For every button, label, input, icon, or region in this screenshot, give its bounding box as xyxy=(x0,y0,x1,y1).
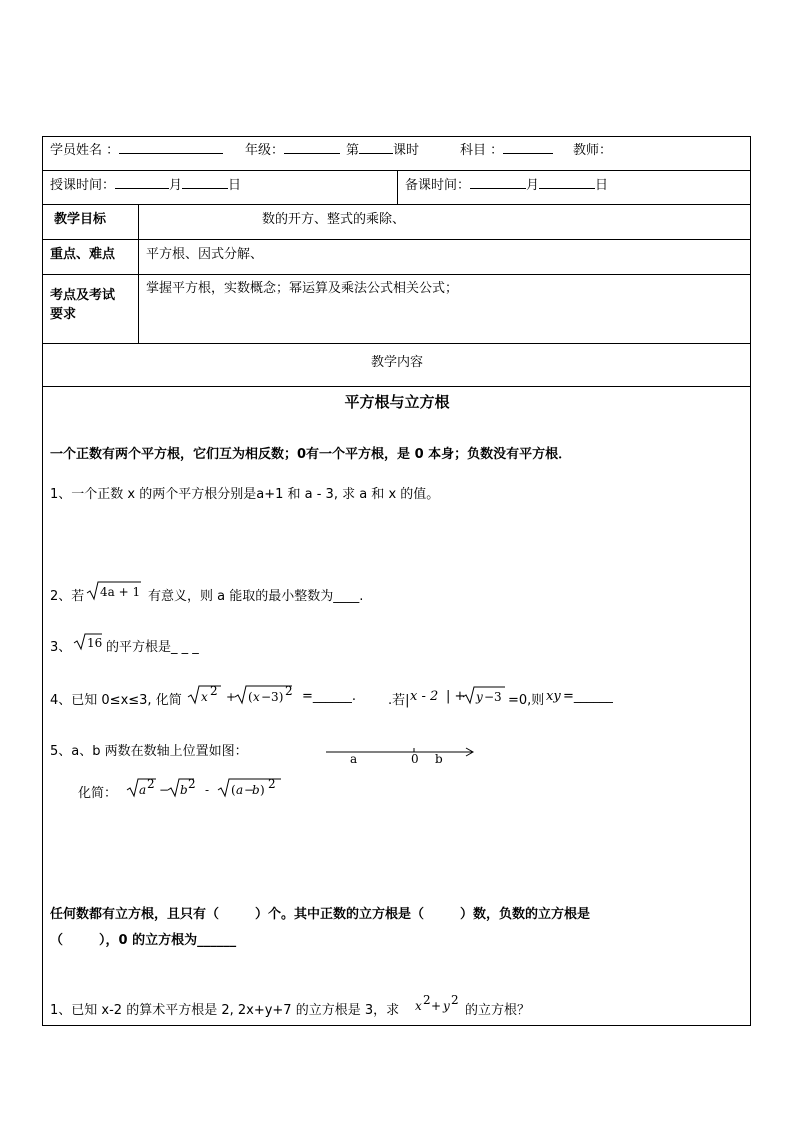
exam-value: 掌握平方根，实数概念；幂运算及乘法公式相关公式； xyxy=(146,281,459,296)
subject-label: 科目 ： xyxy=(460,143,504,158)
svg-text:−: − xyxy=(244,783,255,797)
svg-text:+: + xyxy=(431,999,442,1013)
lesson-table xyxy=(42,136,751,1026)
svg-text:−3): −3) xyxy=(261,690,284,704)
goal-value: 数的开方、整式的乘除、 xyxy=(262,212,406,227)
row-divider xyxy=(42,204,751,205)
x2-plus-y2 xyxy=(415,994,467,1014)
grade-label: 年级： xyxy=(245,143,285,158)
radicand: 4a + 1 xyxy=(100,585,141,599)
question-cube-1-part-b: 的立方根？ xyxy=(465,1003,531,1018)
svg-text:y: y xyxy=(443,999,450,1013)
lesson-prefix: 第 xyxy=(346,143,360,158)
question-4-mid: =______. xyxy=(302,689,357,704)
svg-text:b: b xyxy=(180,783,188,797)
axis-label-a: a xyxy=(350,752,358,766)
subject-field[interactable] xyxy=(460,139,553,158)
column-divider xyxy=(138,204,139,343)
svg-text:+: + xyxy=(226,690,237,704)
cube-rule-part-e: ），0 的立方根为______ xyxy=(99,933,237,948)
svg-text:2: 2 xyxy=(451,993,459,1007)
sqrt-y-minus-3 xyxy=(462,684,506,706)
svg-text:−: − xyxy=(159,783,170,797)
svg-text:2: 2 xyxy=(210,684,218,698)
question-5: 5、a、b 两数在数轴上位置如图： xyxy=(50,744,248,759)
exam-label-line2: 要求 xyxy=(50,307,77,322)
month-label: 月 xyxy=(169,178,183,193)
square-root-rule: 一个正数有两个平方根，它们互为相反数；0有一个平方根，是 0 本身；负数没有平方根． xyxy=(50,447,572,462)
svg-text:2: 2 xyxy=(188,777,196,791)
svg-text:2: 2 xyxy=(423,993,431,1007)
question-2-suffix: 有意义，则 a 能取的最小整数为____. xyxy=(148,589,364,604)
svg-text:−3: −3 xyxy=(484,690,502,704)
cube-root-rule-line1 xyxy=(50,903,590,922)
question-4-cond-abs: x - 2 xyxy=(410,689,439,704)
section-title: 平方根与立方根 xyxy=(344,393,450,411)
question-4-cond-suffix: =0,则 xyxy=(508,693,545,708)
student-name-label: 学员姓名 ： xyxy=(50,143,120,158)
goal-label: 教学目标 xyxy=(54,212,107,227)
lecture-time-label: 授课时间： xyxy=(50,178,116,193)
prep-time-field[interactable] xyxy=(405,174,608,193)
radicand: 16 xyxy=(87,636,103,650)
question-4-end: =______ xyxy=(563,689,613,704)
content-label: 教学内容 xyxy=(370,355,423,370)
cube-rule-part-b: ）个。其中正数的立方根是（ xyxy=(255,907,425,922)
number-line xyxy=(325,744,477,766)
q4-expression xyxy=(187,682,293,708)
day-label: 日 xyxy=(228,178,242,193)
column-divider xyxy=(397,170,398,204)
svg-text:y: y xyxy=(476,690,483,704)
question-1: 1、一个正数 x 的两个平方根分别是a+1 和 a - 3, 求 a 和 x 的值。 xyxy=(50,487,440,502)
question-cube-1-part-a: 1、已知 x-2 的算术平方根是 2, 2x+y+7 的立方根是 3，求 xyxy=(50,1003,400,1018)
cube-rule-part-a: 任何数都有立方根，且只有（ xyxy=(50,907,220,922)
teacher-label[interactable]: 教师： xyxy=(573,143,613,158)
lesson-suffix: 课时 xyxy=(393,143,420,158)
svg-text:a: a xyxy=(236,783,244,797)
cube-root-rule-line2 xyxy=(50,929,236,948)
keypoint-label: 重点、难点 xyxy=(50,247,116,262)
q5-expression xyxy=(126,775,282,801)
svg-text:x: x xyxy=(201,690,208,704)
row-divider xyxy=(42,386,751,387)
prep-time-label: 备课时间： xyxy=(405,178,471,193)
row-divider xyxy=(42,343,751,344)
sqrt-4a-plus-1 xyxy=(86,579,142,603)
svg-text:b: b xyxy=(252,783,260,797)
axis-label-0: 0 xyxy=(411,752,419,766)
day-label: 日 xyxy=(595,178,609,193)
question-3-suffix: 的平方根是_ _ _ xyxy=(106,640,199,655)
month-label: 月 xyxy=(526,178,540,193)
cube-rule-part-d: （ xyxy=(50,933,64,948)
simplify-label: 化简： xyxy=(78,786,118,801)
grade-field[interactable] xyxy=(245,139,340,158)
sqrt-16 xyxy=(73,631,103,653)
svg-text:a: a xyxy=(139,783,147,797)
lesson-number-field[interactable] xyxy=(346,139,419,158)
svg-text:2: 2 xyxy=(268,777,276,791)
row-divider xyxy=(42,274,751,275)
keypoint-value: 平方根、因式分解、 xyxy=(146,247,264,262)
svg-text:x: x xyxy=(253,690,260,704)
row-divider xyxy=(42,239,751,240)
question-2-prefix: 2、若 xyxy=(50,589,85,604)
lecture-time-field[interactable] xyxy=(50,174,241,193)
question-4-cond-mid: | + xyxy=(446,689,466,704)
question-4-xy: xy xyxy=(546,689,561,704)
svg-text:2: 2 xyxy=(147,777,155,791)
svg-text:x: x xyxy=(415,999,422,1013)
question-4-cond-prefix: .若| xyxy=(388,693,410,708)
cube-rule-part-c: ）数，负数的立方根是 xyxy=(460,907,591,922)
student-name-field[interactable] xyxy=(50,139,223,158)
question-4-prefix: 4、已知 0≤x≤3, 化简 xyxy=(50,693,182,708)
svg-text:(: ( xyxy=(231,783,236,797)
svg-text:(: ( xyxy=(248,690,253,704)
svg-text:2: 2 xyxy=(285,684,293,698)
axis-label-b: b xyxy=(435,752,443,766)
question-3-prefix: 3、 xyxy=(50,640,72,655)
exam-label-line1: 考点及考试 xyxy=(50,288,116,303)
svg-text:): ) xyxy=(260,783,265,797)
svg-text:-: - xyxy=(205,783,210,797)
